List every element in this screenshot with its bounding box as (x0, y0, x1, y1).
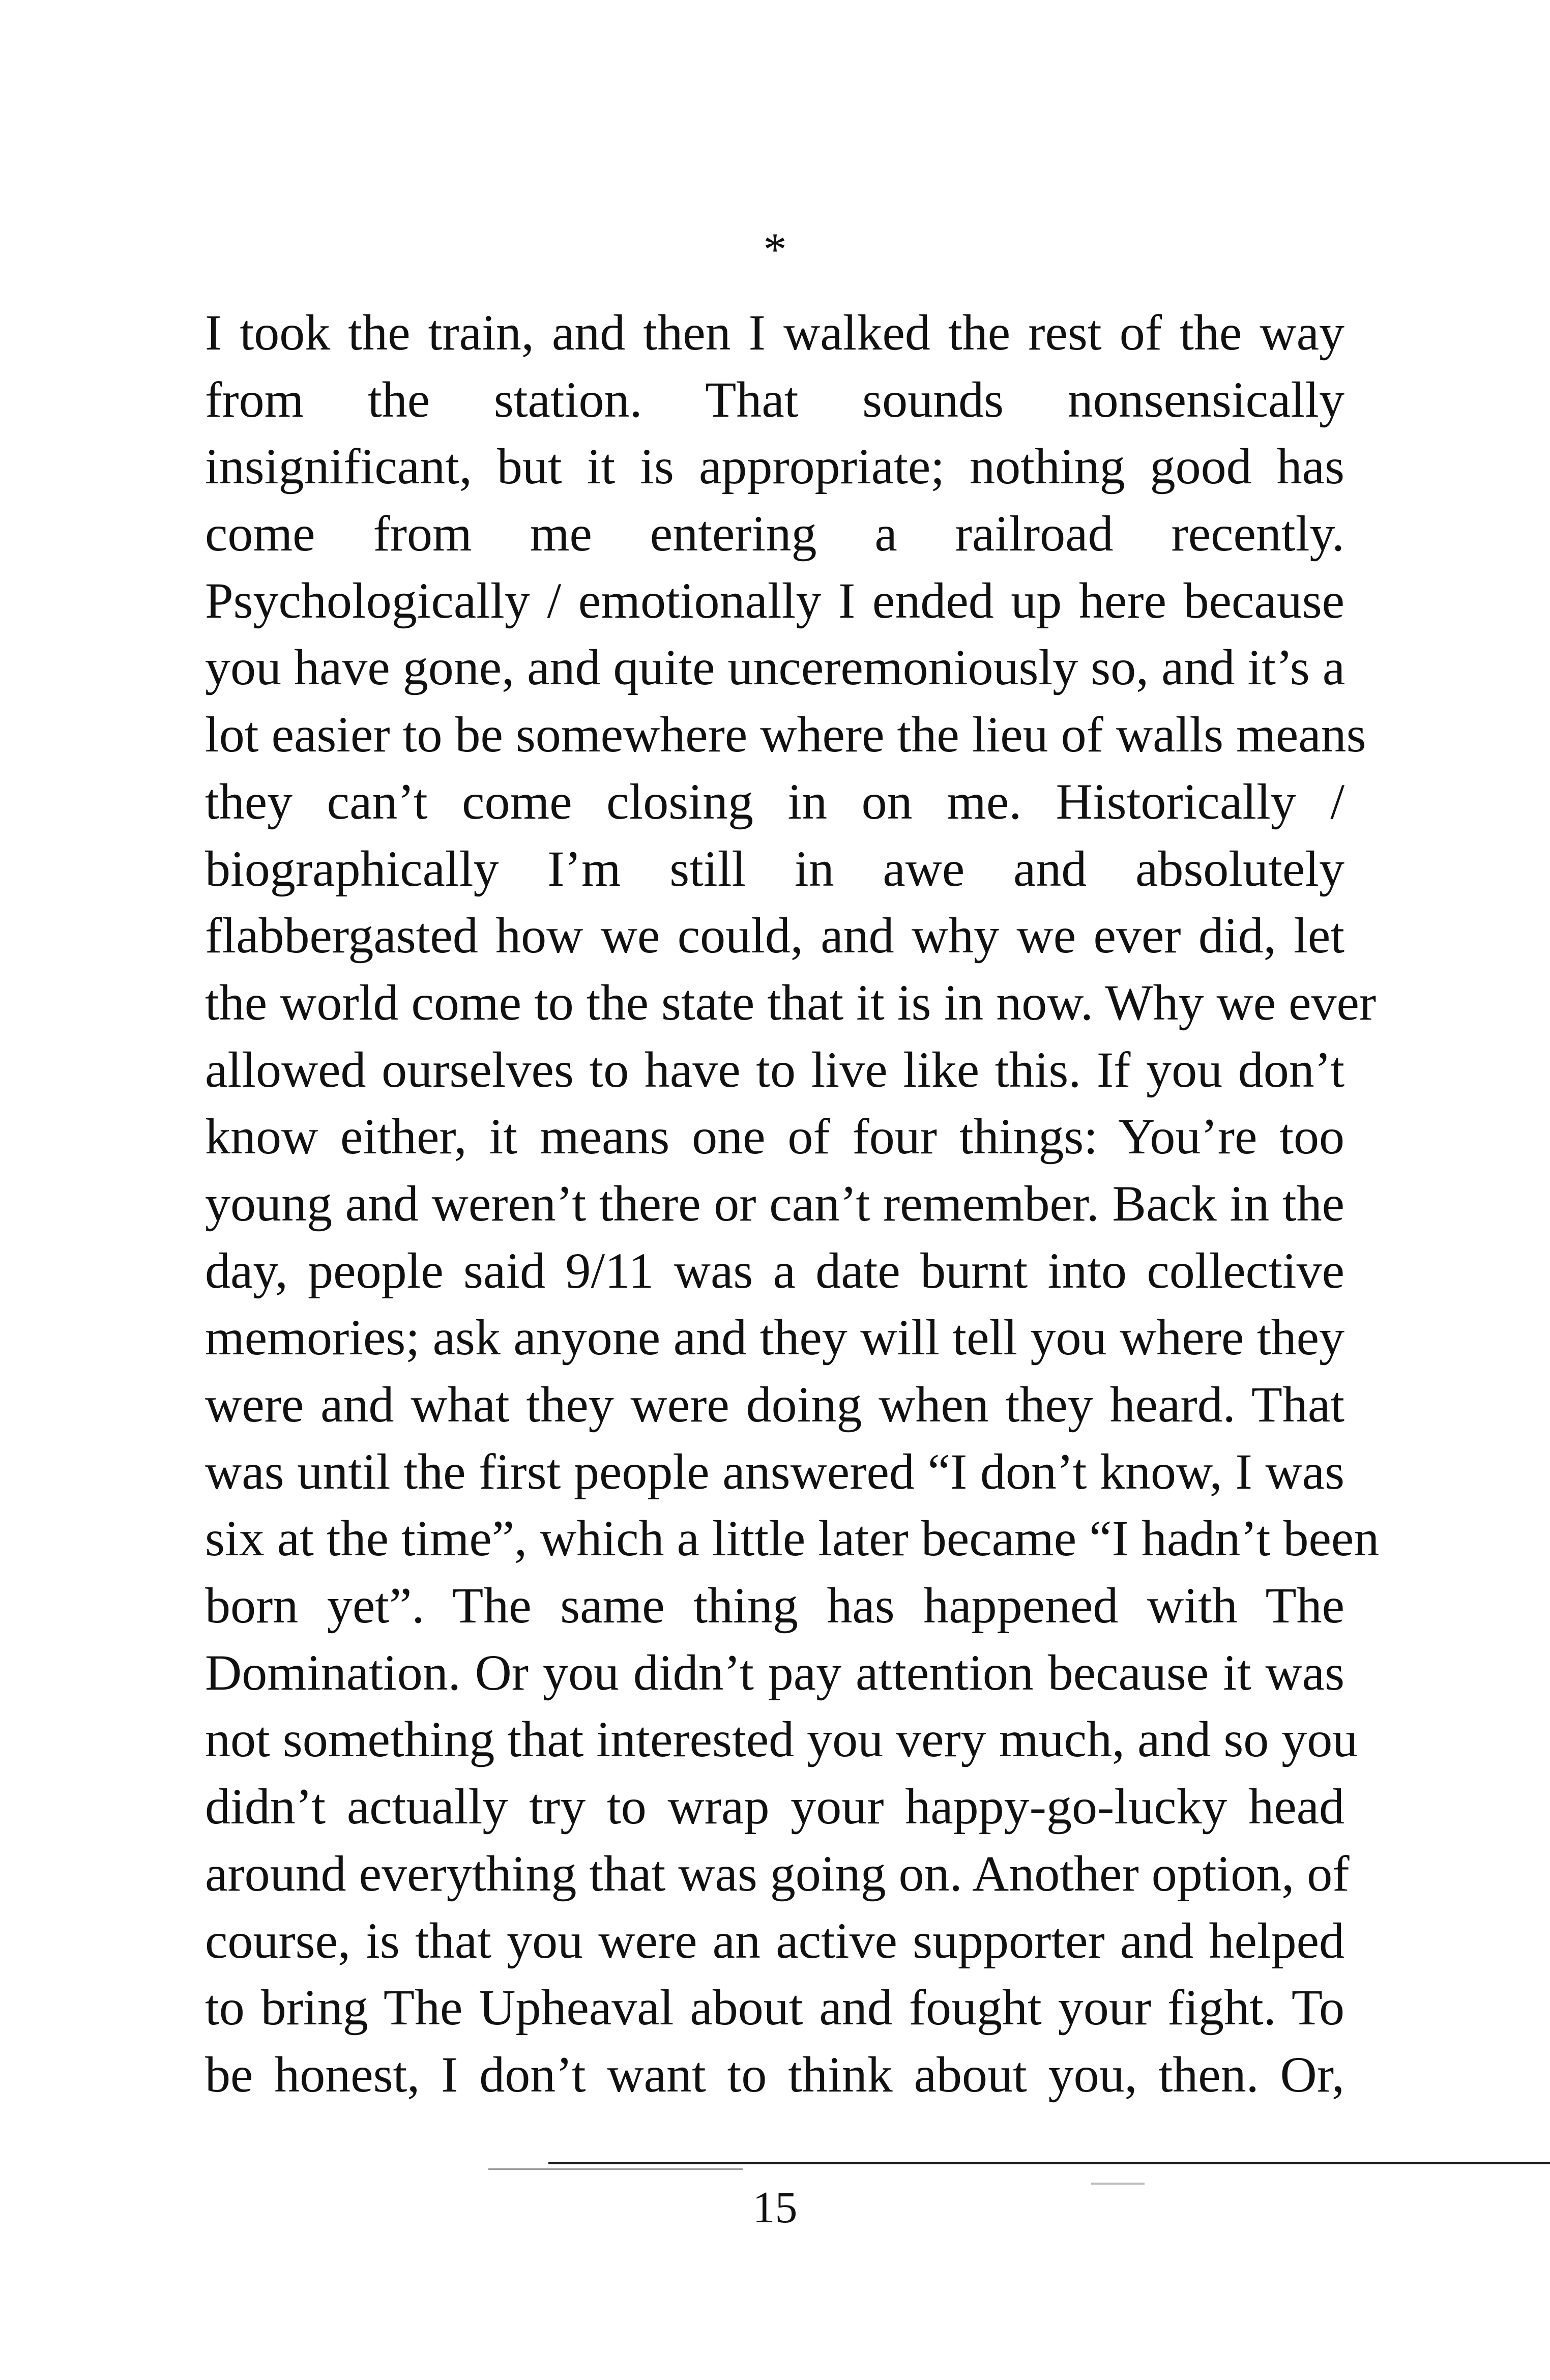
text-line: you have gone, and quite unceremoniously so, and it’s a (205, 639, 1346, 696)
text-line: come from me entering a railroad recently. (205, 505, 1344, 562)
text-line: the world come to the state that it is in now. Why we ever (205, 974, 1377, 1031)
text-line: Domination. Or you didn’t pay attention because it was (205, 1644, 1344, 1701)
text-line: from the station. That sounds nonsensically (205, 371, 1344, 428)
text-line: insignificant, but it is appropriate; nothing good has (205, 438, 1344, 495)
footer-rule (548, 2162, 1550, 2164)
section-break-asterisk: * (763, 223, 787, 275)
text-line: allowed ourselves to have to live like this. If you don’t (205, 1041, 1344, 1098)
text-line: young and weren’t there or can’t remember. Back in the (205, 1175, 1344, 1232)
text-line: didn’t actually try to wrap your happy-go-lucky head (205, 1778, 1344, 1835)
text-line: lot easier to be somewhere where the lieu of walls means (205, 706, 1366, 763)
text-line: biographically I’m still in awe and absolutely (205, 840, 1344, 897)
text-line: day, people said 9/11 was a date burnt into collective (205, 1242, 1344, 1299)
footer-rule-faint (488, 2168, 743, 2170)
text-line: memories; ask anyone and they will tell you where they (205, 1309, 1344, 1366)
text-line: be honest, I don’t want to think about you, then. Or, (205, 2046, 1344, 2103)
text-line: know either, it means one of four things: You’re too (205, 1108, 1344, 1165)
text-line: born yet”. The same thing has happened with The (205, 1577, 1344, 1634)
text-line: were and what they were doing when they heard. That (205, 1376, 1344, 1433)
body-text (205, 299, 1380, 2108)
text-line: Psychologically / emotionally I ended up here because (205, 572, 1344, 629)
text-line: to bring The Upheaval about and fought your fight. To (205, 1979, 1344, 2036)
text-line: I took the train, and then I walked the rest of the way (205, 304, 1344, 361)
text-line: around everything that was going on. Another option, of (205, 1845, 1350, 1902)
text-line: not something that interested you very much, and so you (205, 1711, 1358, 1768)
text-line: six at the time”, which a little later became “I hadn’t been (205, 1510, 1380, 1567)
text-line: was until the first people answered “I don’t know, I was (205, 1443, 1344, 1500)
page-number: 15 (752, 2183, 798, 2232)
text-line: course, is that you were an active supporter and helped (205, 1912, 1344, 1969)
text-line: they can’t come closing in on me. Historically / (205, 773, 1344, 830)
text-line: flabbergasted how we could, and why we ever did, let (205, 907, 1344, 964)
